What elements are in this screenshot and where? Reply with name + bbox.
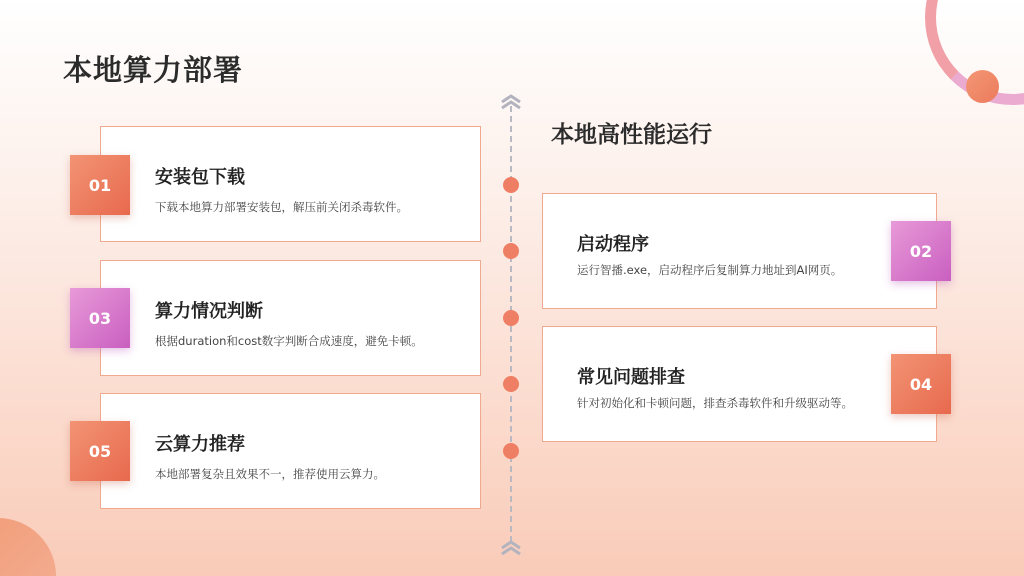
section-subtitle: 本地高性能运行 [551,122,712,148]
step-title: 常见问题排查 [577,367,685,388]
decorative-corner-circle [0,518,56,576]
step-description: 本地部署复杂且效果不一，推荐使用云算力。 [155,467,385,481]
step-title: 算力情况判断 [155,301,263,322]
step-title: 启动程序 [577,234,649,255]
step-number-badge: 02 [891,221,951,281]
step-card-01 [100,126,481,242]
step-description: 下载本地算力部署安装包，解压前关闭杀毒软件。 [155,200,408,214]
timeline-dot [503,310,519,326]
step-title: 云算力推荐 [155,434,245,455]
chevron-up-icon [500,94,522,110]
step-number-badge: 01 [70,155,130,215]
step-description: 根据duration和cost数字判断合成速度，避免卡顿。 [155,334,423,348]
timeline-dot [503,376,519,392]
step-card-05 [100,393,481,509]
step-card-04 [542,326,937,442]
page-title: 本地算力部署 [63,53,244,87]
step-card-02 [542,193,937,309]
step-card-03 [100,260,481,376]
step-description: 针对初始化和卡顿问题，排查杀毒软件和升级驱动等。 [577,396,853,410]
step-description: 运行智播.exe，启动程序后复制算力地址到AI网页。 [577,263,843,277]
timeline-dot [503,243,519,259]
step-number-badge: 05 [70,421,130,481]
step-number-badge: 04 [891,354,951,414]
timeline-dot [503,177,519,193]
step-number-badge: 03 [70,288,130,348]
decorative-dot [966,70,999,103]
step-title: 安装包下载 [155,167,245,188]
chevron-up-icon [500,540,522,556]
decorative-ring [925,0,1024,105]
timeline-dot [503,443,519,459]
